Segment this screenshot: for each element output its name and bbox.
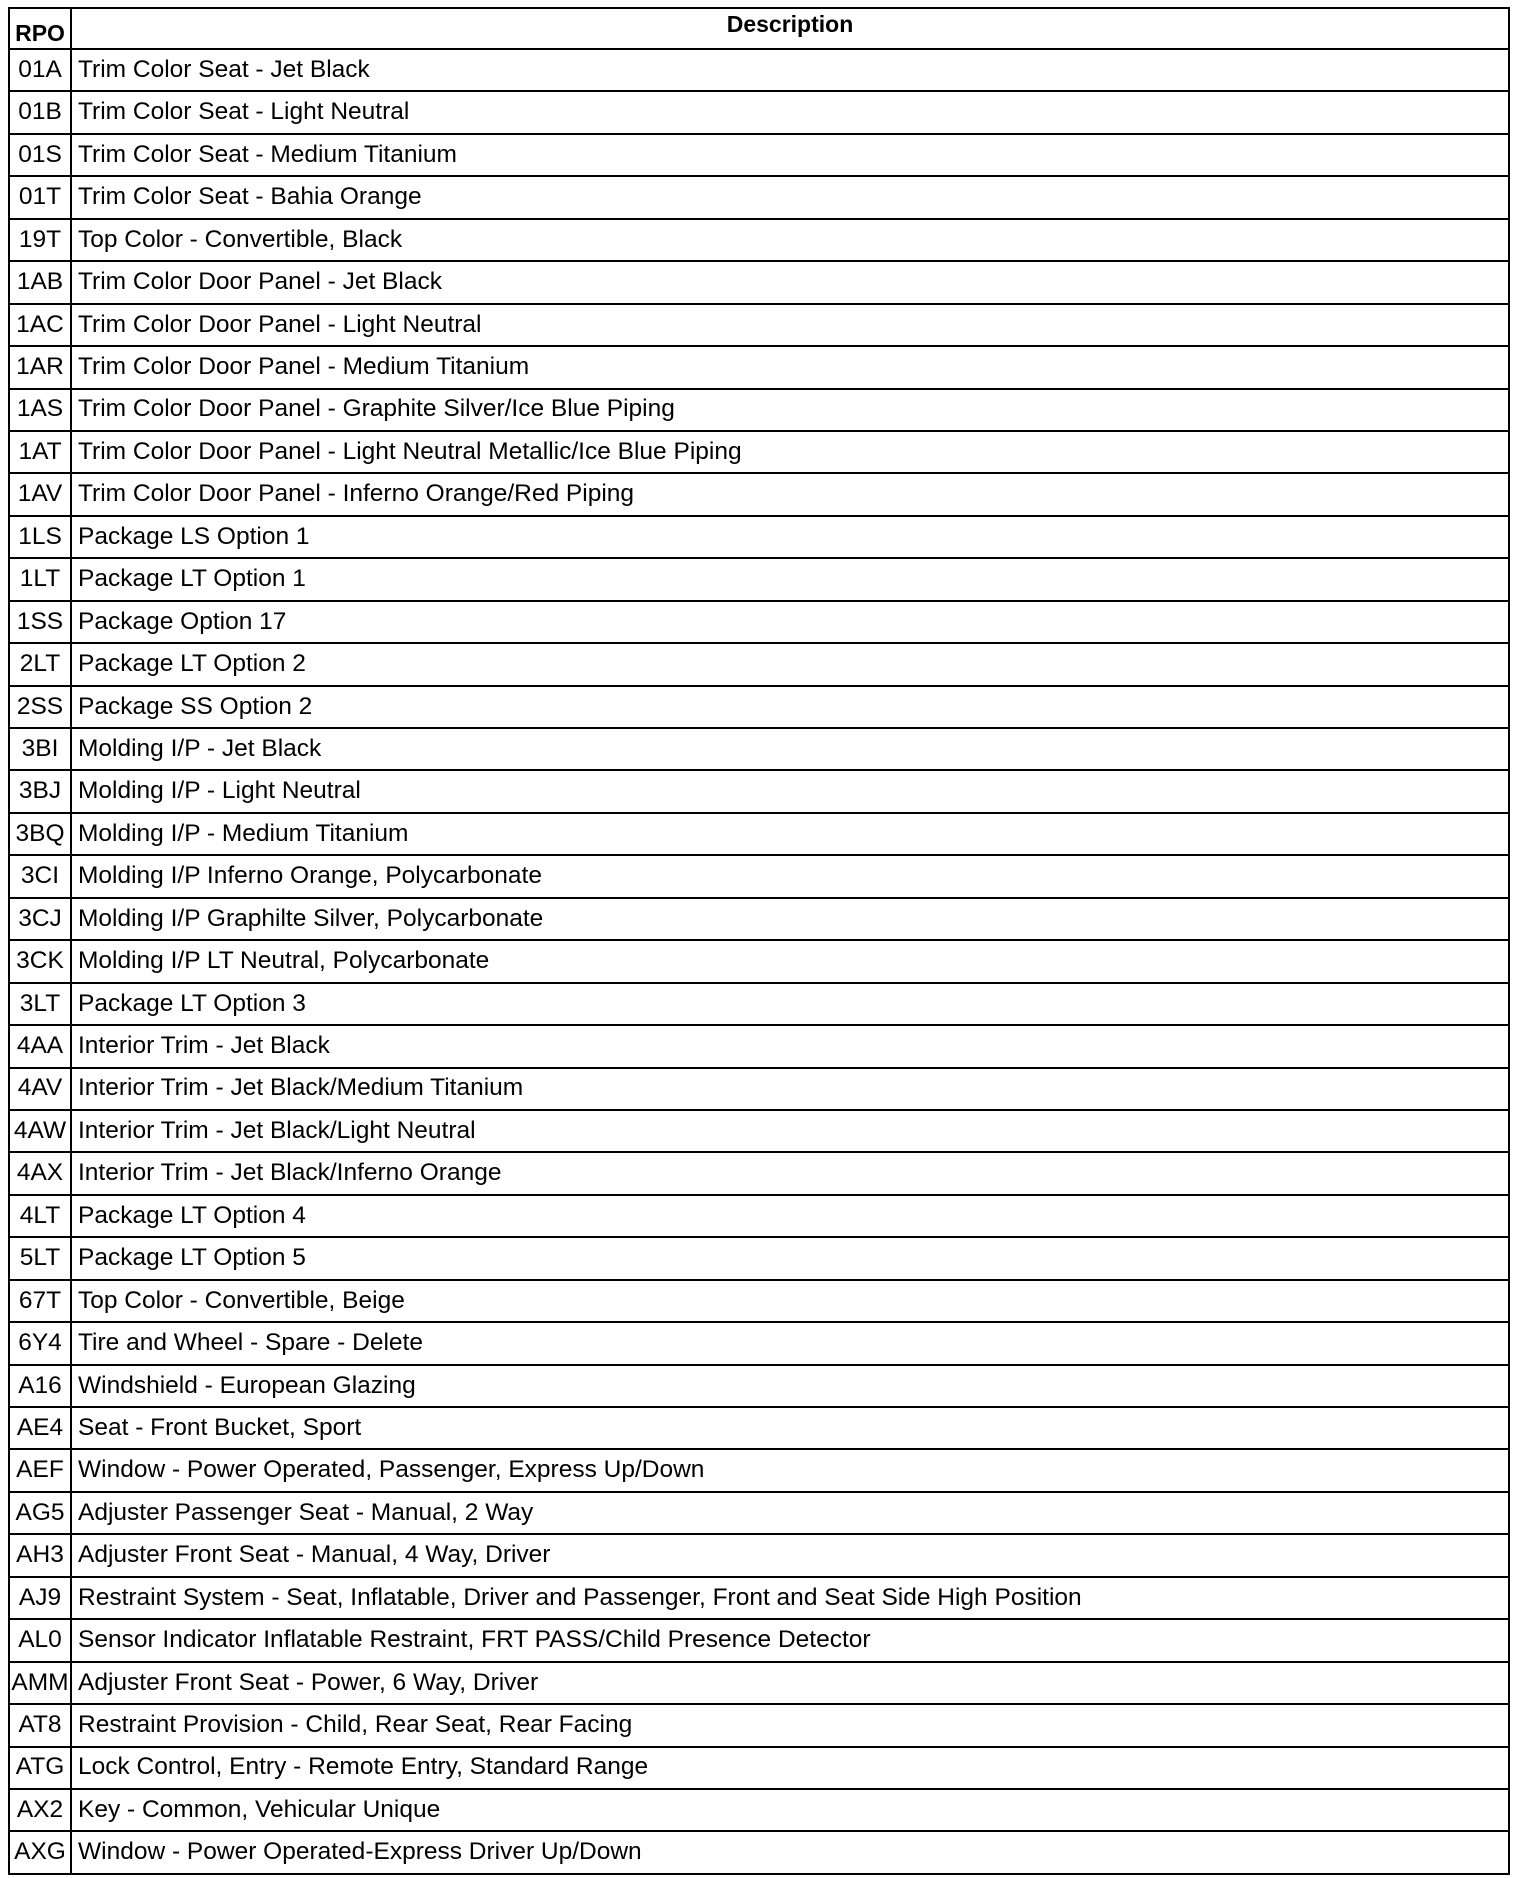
rpo-code-cell: 67T [9,1280,71,1322]
table-row [9,1195,1509,1237]
table-row [9,1577,1509,1619]
rpo-code-cell: AXG [9,1831,71,1873]
table-row [9,1110,1509,1152]
rpo-code-cell: 01B [9,91,71,133]
table-row [9,389,1509,431]
rpo-code-cell: 2LT [9,643,71,685]
table-row [9,1237,1509,1279]
rpo-code-cell: 1LT [9,558,71,600]
rpo-code-cell: 4AX [9,1152,71,1194]
rpo-code-cell: 1AB [9,261,71,303]
rpo-code-cell: 4AA [9,1025,71,1067]
rpo-code-cell: AT8 [9,1704,71,1746]
rpo-description-cell: Trim Color Door Panel - Jet Black [71,261,1509,303]
table-row [9,1831,1509,1873]
rpo-code-cell: 4LT [9,1195,71,1237]
table-row [9,473,1509,515]
rpo-code-cell: AH3 [9,1534,71,1576]
table-row [9,516,1509,558]
table-row [9,1152,1509,1194]
table-row [9,49,1509,91]
rpo-code-cell: 19T [9,219,71,261]
rpo-description-cell: Trim Color Seat - Bahia Orange [71,176,1509,218]
table-row [9,261,1509,303]
rpo-description-cell: Molding I/P - Light Neutral [71,770,1509,812]
table-row [9,1534,1509,1576]
rpo-code-cell: 3CJ [9,898,71,940]
rpo-description-cell: Package LT Option 2 [71,643,1509,685]
rpo-description-cell: Window - Power Operated, Passenger, Express Up/Down [71,1449,1509,1491]
rpo-description-cell: Molding I/P Inferno Orange, Polycarbonate [71,855,1509,897]
rpo-code-cell: ATG [9,1747,71,1789]
rpo-code-cell: 1SS [9,601,71,643]
rpo-description-cell: Trim Color Seat - Light Neutral [71,91,1509,133]
table-row [9,855,1509,897]
table-header-row [9,8,1509,49]
rpo-description-cell: Molding I/P - Jet Black [71,728,1509,770]
rpo-code-cell: AJ9 [9,1577,71,1619]
column-header-rpo: RPO [9,8,71,49]
rpo-code-cell: 01S [9,134,71,176]
rpo-description-cell: Sensor Indicator Inflatable Restraint, FRT PASS/Child Presence Detector [71,1619,1509,1661]
rpo-code-cell: AG5 [9,1492,71,1534]
rpo-code-cell: AEF [9,1449,71,1491]
rpo-code-cell: 3BJ [9,770,71,812]
rpo-description-cell: Adjuster Front Seat - Power, 6 Way, Driver [71,1662,1509,1704]
table-row [9,134,1509,176]
table-row [9,1407,1509,1449]
table-row [9,940,1509,982]
rpo-code-cell: 3BQ [9,813,71,855]
table-body [9,49,1509,1874]
rpo-description-cell: Molding I/P Graphilte Silver, Polycarbonate [71,898,1509,940]
rpo-description-cell: Trim Color Seat - Medium Titanium [71,134,1509,176]
table-row [9,219,1509,261]
rpo-description-cell: Restraint Provision - Child, Rear Seat, Rear Facing [71,1704,1509,1746]
rpo-code-cell: 1LS [9,516,71,558]
rpo-description-cell: Top Color - Convertible, Beige [71,1280,1509,1322]
table-row [9,558,1509,600]
rpo-description-cell: Package LT Option 5 [71,1237,1509,1279]
table-row [9,1789,1509,1831]
column-header-description: Description [71,8,1509,49]
table-row [9,1619,1509,1661]
rpo-description-cell: Key - Common, Vehicular Unique [71,1789,1509,1831]
rpo-code-cell: 1AC [9,304,71,346]
rpo-description-cell: Molding I/P - Medium Titanium [71,813,1509,855]
rpo-description-cell: Interior Trim - Jet Black/Medium Titanium [71,1068,1509,1110]
rpo-code-cell: 01A [9,49,71,91]
table-row [9,1747,1509,1789]
rpo-description-cell: Restraint System - Seat, Inflatable, Driver and Passenger, Front and Seat Side High Position [71,1577,1509,1619]
rpo-description-cell: Top Color - Convertible, Black [71,219,1509,261]
rpo-description-cell: Seat - Front Bucket, Sport [71,1407,1509,1449]
rpo-code-cell: 6Y4 [9,1322,71,1364]
rpo-description-cell: Lock Control, Entry - Remote Entry, Standard Range [71,1747,1509,1789]
table-row [9,1662,1509,1704]
rpo-code-cell: 01T [9,176,71,218]
rpo-description-cell: Window - Power Operated-Express Driver Up/Down [71,1831,1509,1873]
table-row [9,643,1509,685]
table-row [9,304,1509,346]
rpo-table-sheet [8,7,1508,1875]
table-row [9,1365,1509,1407]
rpo-code-cell: 4AV [9,1068,71,1110]
table-row [9,431,1509,473]
rpo-code-cell: 3CI [9,855,71,897]
rpo-code-cell: 1AS [9,389,71,431]
rpo-description-cell: Adjuster Passenger Seat - Manual, 2 Way [71,1492,1509,1534]
rpo-description-cell: Trim Color Door Panel - Light Neutral [71,304,1509,346]
rpo-description-cell: Interior Trim - Jet Black [71,1025,1509,1067]
rpo-code-cell: 3BI [9,728,71,770]
table-row [9,176,1509,218]
table-row [9,728,1509,770]
rpo-code-cell: 4AW [9,1110,71,1152]
rpo-description-cell: Trim Color Door Panel - Medium Titanium [71,346,1509,388]
rpo-description-cell: Package LT Option 1 [71,558,1509,600]
rpo-description-cell: Molding I/P LT Neutral, Polycarbonate [71,940,1509,982]
table-row [9,346,1509,388]
table-row [9,813,1509,855]
rpo-description-cell: Trim Color Door Panel - Inferno Orange/Red Piping [71,473,1509,515]
rpo-code-cell: A16 [9,1365,71,1407]
rpo-description-cell: Trim Color Door Panel - Graphite Silver/Ice Blue Piping [71,389,1509,431]
table-row [9,983,1509,1025]
table-row [9,770,1509,812]
rpo-code-cell: 2SS [9,686,71,728]
rpo-description-cell: Interior Trim - Jet Black/Inferno Orange [71,1152,1509,1194]
rpo-code-cell: AL0 [9,1619,71,1661]
rpo-description-cell: Windshield - European Glazing [71,1365,1509,1407]
rpo-description-cell: Package LT Option 4 [71,1195,1509,1237]
rpo-code-table [8,7,1510,1875]
rpo-code-cell: AX2 [9,1789,71,1831]
rpo-code-cell: AMM [9,1662,71,1704]
table-row [9,1322,1509,1364]
table-row [9,91,1509,133]
rpo-description-cell: Package Option 17 [71,601,1509,643]
table-row [9,1492,1509,1534]
rpo-code-cell: 1AR [9,346,71,388]
rpo-description-cell: Package SS Option 2 [71,686,1509,728]
rpo-code-cell: 3LT [9,983,71,1025]
table-row [9,1280,1509,1322]
table-row [9,1025,1509,1067]
table-row [9,1704,1509,1746]
rpo-code-cell: 5LT [9,1237,71,1279]
rpo-code-cell: 1AV [9,473,71,515]
rpo-description-cell: Tire and Wheel - Spare - Delete [71,1322,1509,1364]
table-row [9,1449,1509,1491]
rpo-code-cell: AE4 [9,1407,71,1449]
rpo-description-cell: Trim Color Door Panel - Light Neutral Metallic/Ice Blue Piping [71,431,1509,473]
table-row [9,1068,1509,1110]
table-row [9,601,1509,643]
table-row [9,898,1509,940]
rpo-description-cell: Adjuster Front Seat - Manual, 4 Way, Driver [71,1534,1509,1576]
rpo-code-cell: 1AT [9,431,71,473]
rpo-description-cell: Package LS Option 1 [71,516,1509,558]
rpo-description-cell: Interior Trim - Jet Black/Light Neutral [71,1110,1509,1152]
table-row [9,686,1509,728]
rpo-description-cell: Trim Color Seat - Jet Black [71,49,1509,91]
rpo-description-cell: Package LT Option 3 [71,983,1509,1025]
rpo-code-cell: 3CK [9,940,71,982]
